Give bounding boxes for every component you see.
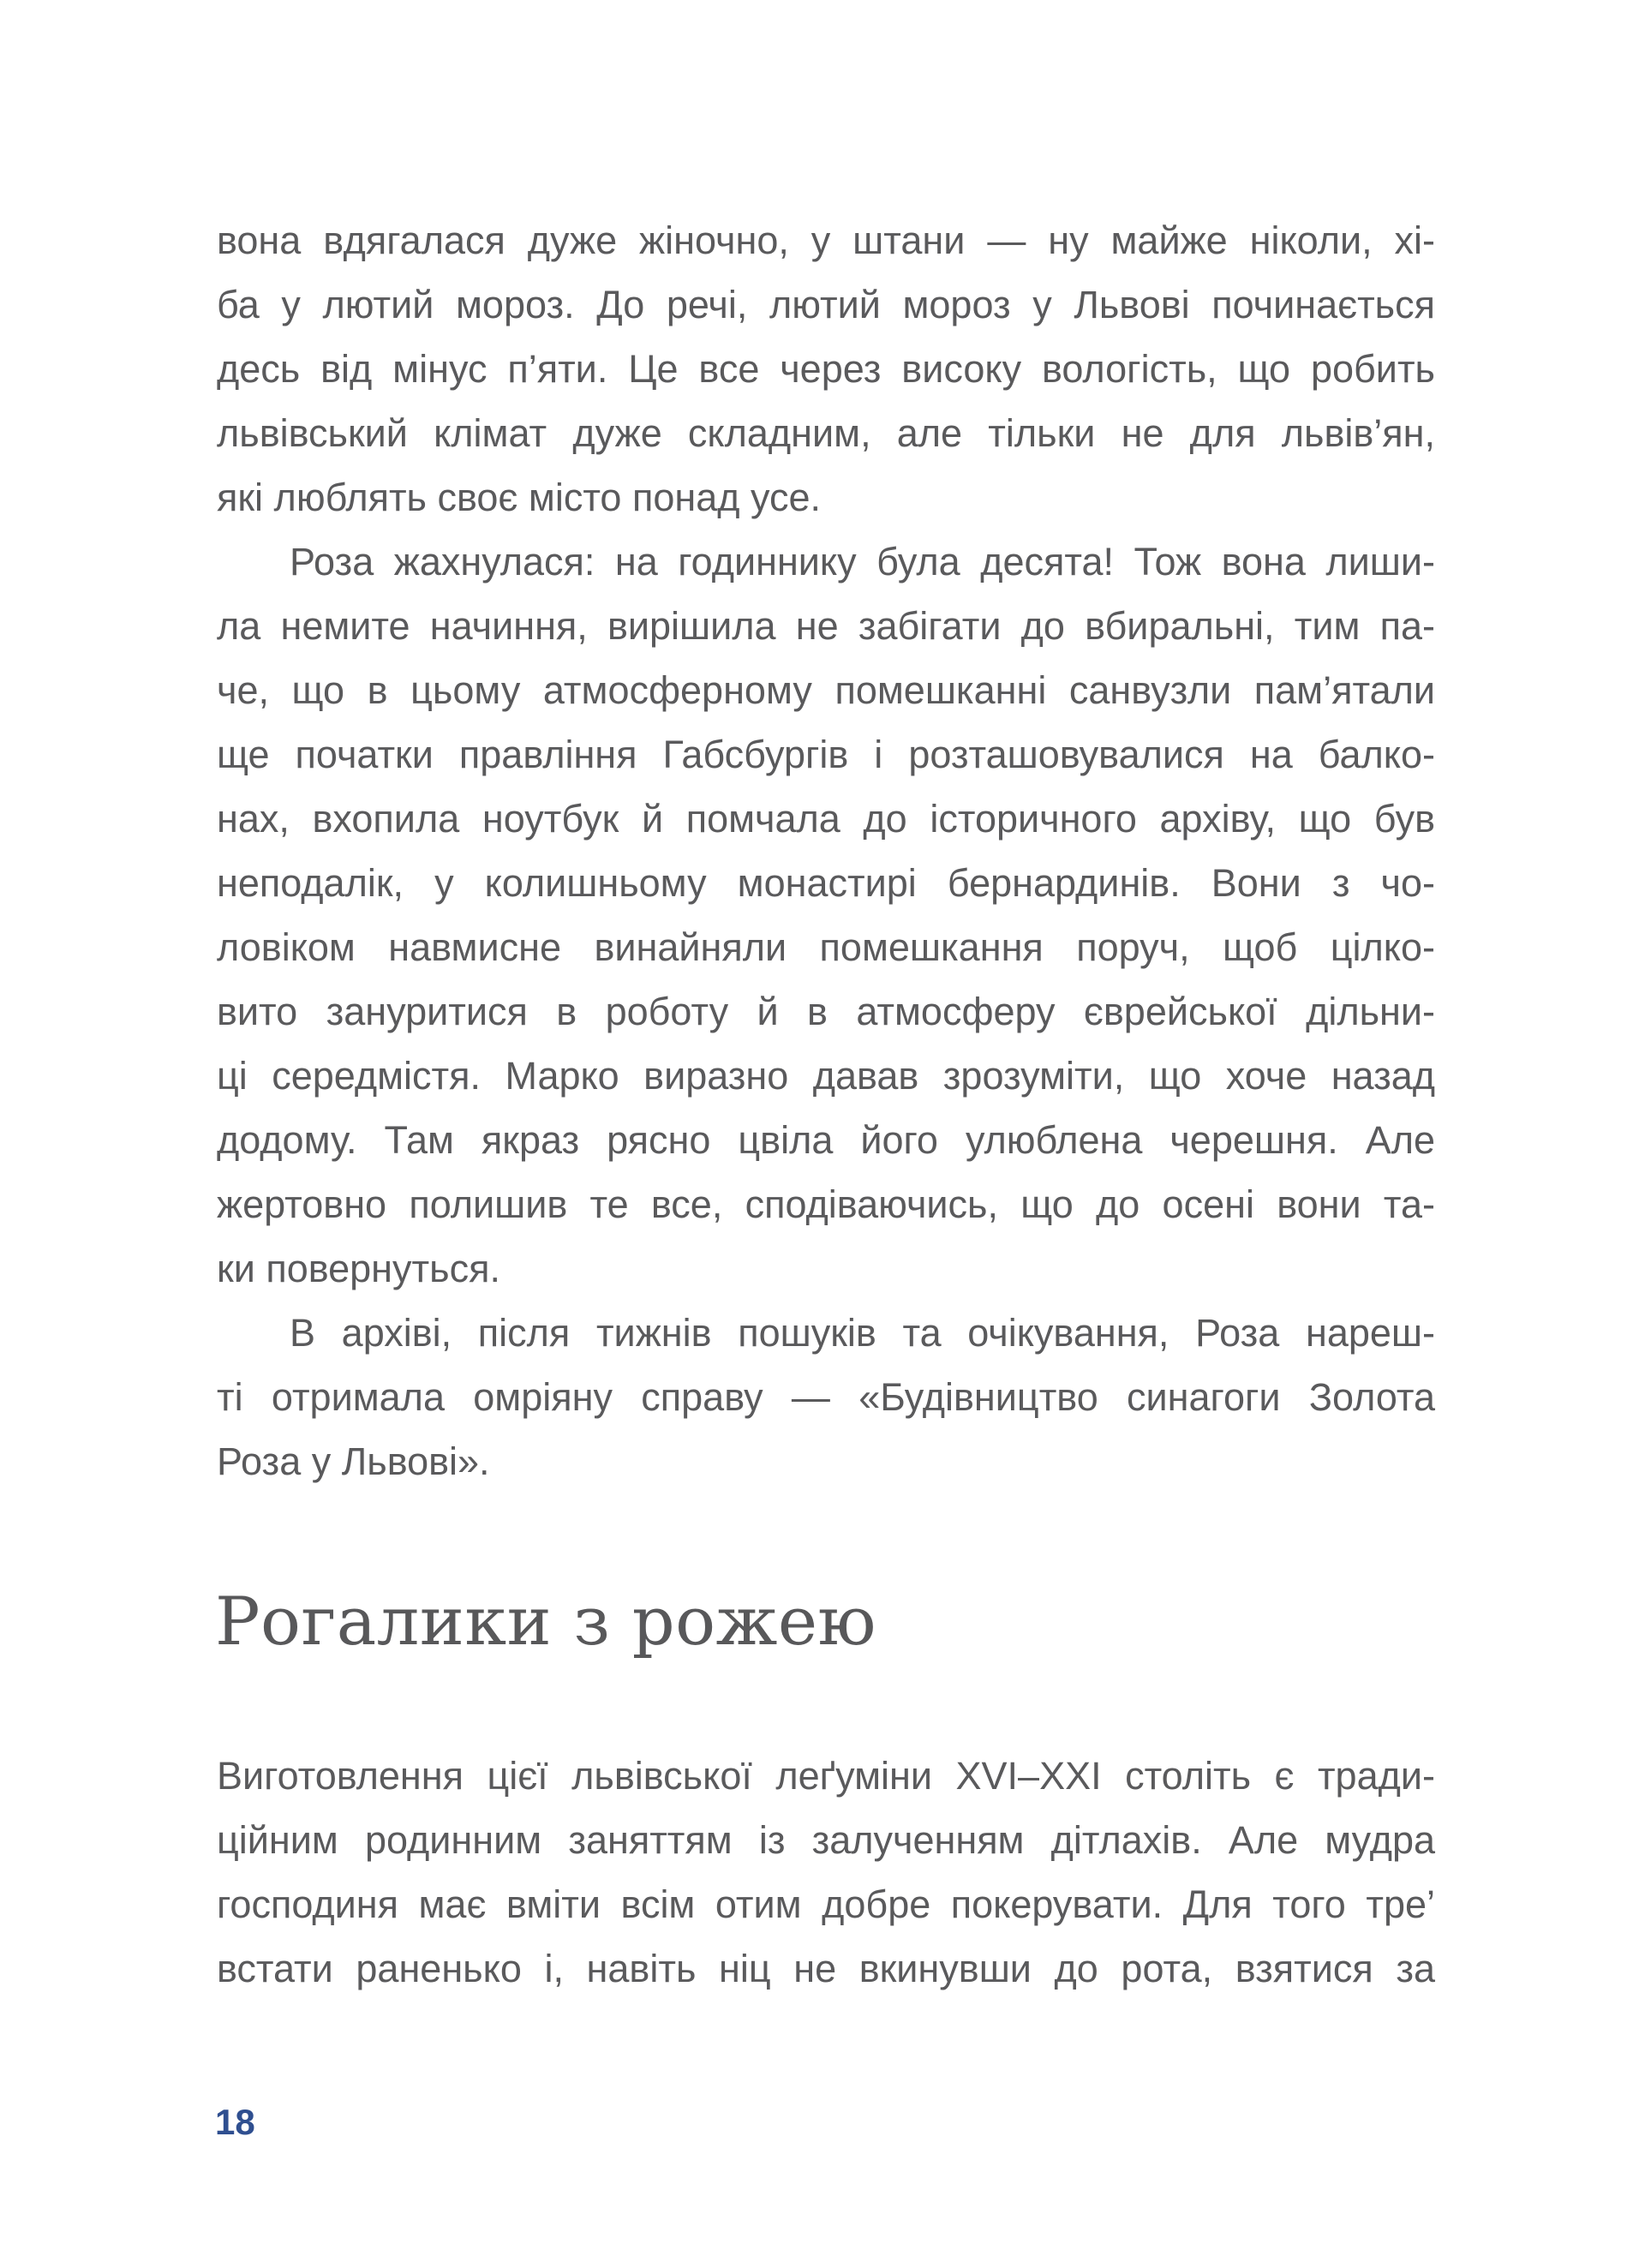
text-line: В архіві, після тижнів пошуків та очікування, Роза нареш- — [290, 1311, 1435, 1355]
text-line: ці середмістя. Марко виразно давав зрозуміти, що хоче назад — [217, 1054, 1435, 1098]
text-line: які люблять своє місто понад усе. — [217, 476, 822, 519]
text-line: ті отримала омріяну справу — «Будівництво синагоги Золота — [217, 1375, 1435, 1419]
text-block-recipe-intro — [217, 1744, 1435, 2001]
page-number: 18 — [215, 2102, 255, 2142]
text-line: додому. Там якраз рясно цвіла його улюблена черешня. Але — [217, 1118, 1435, 1162]
text-line: ловіком навмисне винайняли помешкання поруч, щоб цілко- — [217, 925, 1435, 969]
text-line: неподалік, у колишньому монастирі бернардинів. Вони з чо- — [217, 861, 1435, 905]
text-line: Виготовлення цієї львівської леґуміни XVI–XXI століть є тради- — [217, 1754, 1435, 1798]
text-line: ба у лютий мороз. До речі, лютий мороз у Львові починається — [217, 283, 1435, 326]
text-line: ще початки правління Габсбургів і розташовувалися на балко- — [217, 733, 1435, 776]
text-line: господиня має вміти всім отим добре покерувати. Для того тре’ — [217, 1882, 1435, 1926]
section-heading: Рогалики з рожею — [215, 1583, 876, 1661]
text-line: Роза у Львові». — [217, 1439, 490, 1483]
text-line: вона вдягалася дуже жіночно, у штани — ну майже ніколи, хі- — [217, 218, 1435, 262]
text-line: жертовно полишив те все, сподіваючись, що до осені вони та- — [217, 1182, 1435, 1226]
text-line: ційним родинним заняттям із залученням дітлахів. Але мудра — [217, 1818, 1435, 1862]
text-line: нах, вхопила ноутбук й помчала до історичного архіву, що був — [217, 797, 1435, 841]
text-line: львівський клімат дуже складним, але тільки не для львів’ян, — [217, 411, 1435, 455]
text-line: десь від мінус п’яти. Це все через високу вологість, що робить — [217, 347, 1435, 391]
text-line: встати раненько і, навіть ніц не вкинувши до рота, взятися за — [217, 1947, 1435, 1990]
text-line: Роза жахнулася: на годиннику була десята! Тож вона лиши- — [290, 540, 1435, 583]
text-line: вито зануритися в роботу й в атмосферу єврейської дільни- — [217, 990, 1435, 1033]
text-block-continued — [217, 208, 1435, 1493]
text-line: че, що в цьому атмосферному помешканні санвузли пам’ятали — [217, 668, 1435, 712]
text-line: ки повернуться. — [217, 1247, 500, 1290]
text-line: ла немите начиння, вирішила не забігати до вбиральні, тим па- — [217, 604, 1435, 648]
